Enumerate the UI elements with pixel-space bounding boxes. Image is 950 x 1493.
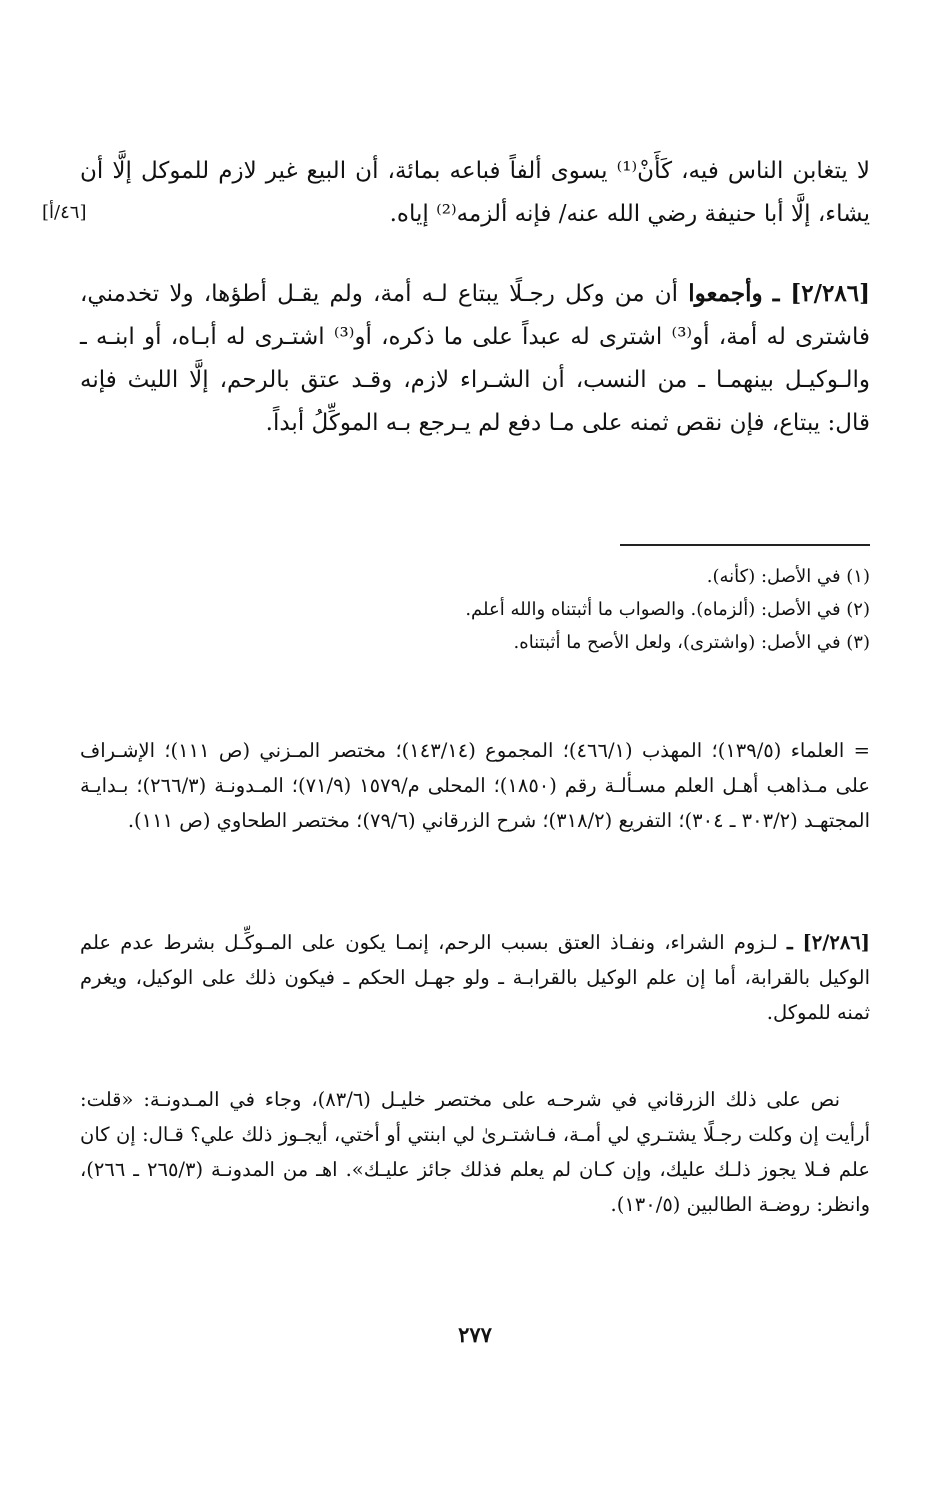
footnote-1: (١) في الأصل: (كأنه). — [706, 566, 870, 587]
commentary-references-text: = العلماء (١٣٩/٥)؛ المهذب (٤٦٦/١)؛ المجموع (١٤٣/١٤)؛ مختصر المـزني (ص ١١١)؛ الإشـراف على مـذاهب أهـل العلم مسـألـة رقم (١٨٥٠)؛ المحلى م/١٥٧٩ (٧١/٩)؛ المـدونـة (٢٦٦/٣)؛ بـدايـة المجتهـد (٣٠٣/٢ ـ ٣٠٤)؛ التفريع (٣١٨/٢)؛ شرح الزرقاني (٧٩/٦)؛ مختصر الطحاوي (ص ١١١). — [80, 739, 871, 832]
commentary-paragraph-1-text: لـزوم الشراء، ونفـاذ العتق بسبب الرحم، إنمـا يكون على المـوكِّـل بشرط عدم علم الوكيل بالقرابة، أما إن علم الوكيل بالقرابـة ـ ولو جهـل الحكم ـ فيكون ذلك على الوكيل، ويغرم ثمنه للموكل. — [80, 931, 870, 1024]
commentary-paragraph-1 — [80, 925, 870, 1030]
main-paragraph-2-text: أن من وكل رجـلًا يبتاع لـه أمة، ولم يقـل أطؤها، ولا تخدمني، فاشترى له أمة، أو⁽³⁾ اشترى له عبداً على ما ذكره، أو⁽³⁾ اشتـرى له أبـاه، أو ابنـه ـ والـوكيـل بينهمـا ـ من النسب، أن الشـراء لازم، وقـد عتق بالرحم، إلَّا الليث فإنه قال: يبتاع، فإن نقص ثمنه على مـا دفع لم يـرجع بـه الموكِّلُ أبداً. — [80, 281, 870, 436]
lead-word: وأجمعوا — [688, 280, 763, 307]
commentary-paragraph-2-text: نص على ذلك الزرقاني في شرحـه على مختصر خليـل (٨٣/٦)، وجاء في المـدونـة: «قلت: أرأيت إن وكلت رجـلًا يشتـري لي أمـة، فـاشتـرىٰ لي ابنتي أو أختي، أيجـوز ذلك علي؟ قـال: إن كان علم فـلا يجوز ذلـك عليك، وإن كـان لم يعلم فذلك جائز عليـك». اهـ من المدونـة (٢٦٥/٣ ـ ٢٦٦)، وانظر: روضـة الطالبين (١٣٠/٥). — [80, 1088, 870, 1216]
issue-number: [٢/٢٨٦] ـ — [772, 280, 871, 307]
footnotes — [80, 560, 870, 659]
footnote-3: (٣) في الأصل: (واشترى)، ولعل الأصح ما أثبتناه. — [513, 632, 870, 653]
page-number: ٢٧٧ — [458, 1322, 492, 1347]
margin-folio-note: [٤٦/أ] — [42, 202, 87, 223]
commentary-issue-number: [٢/٢٨٦] ـ — [786, 931, 871, 954]
commentary-references — [80, 733, 870, 838]
footnote-divider — [620, 544, 870, 546]
main-paragraph-1-text: لا يتغابن الناس فيه، كَأَنْ⁽¹⁾ يسوى ألفاً فباعه بمائة، أن البيع غير لازم للموكل إلَّا أن يشاء، إلَّا أبا حنيفة رضي الله عنه/ فإنه ألزمه⁽²⁾ إياه. — [80, 158, 870, 227]
main-paragraph-2 — [80, 272, 870, 445]
footnote-2: (٢) في الأصل: (ألزماه). والصواب ما أثبتناه والله أعلم. — [465, 599, 870, 620]
main-paragraph-1 — [80, 150, 870, 236]
commentary-paragraph-2 — [80, 1082, 870, 1222]
